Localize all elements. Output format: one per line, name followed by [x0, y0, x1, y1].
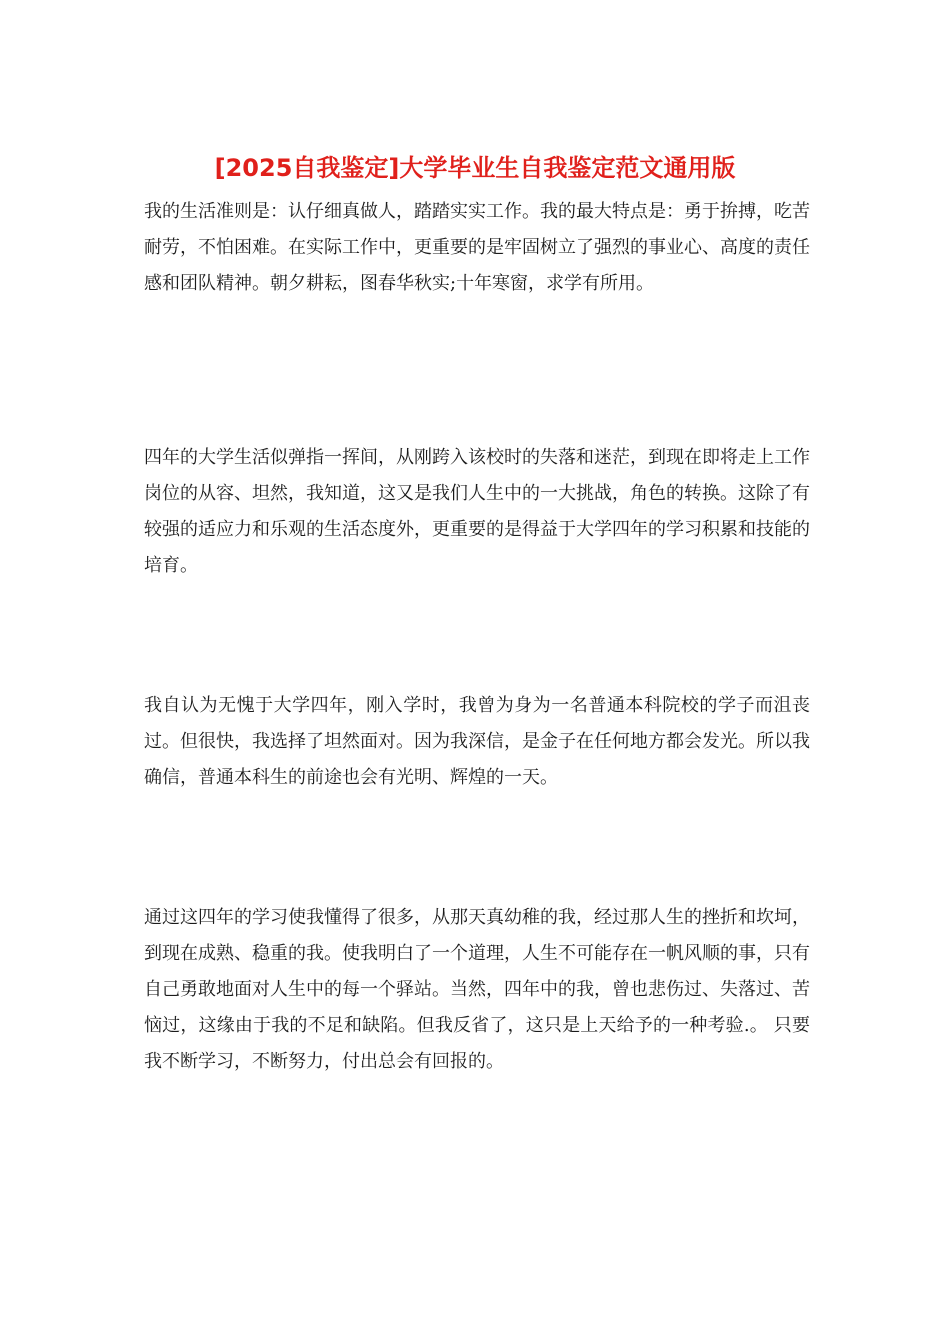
paragraph-life-principles: 我的生活准则是：认仔细真做人，踏踏实实工作。我的最大特点是：勇于拚搏，吃苦耐劳，不怕困难。在实际工作中，更重要的是牢固树立了强烈的事业心、高度的责任感和团队精神。朝夕耕耘，图春华秋实;十年寒窗，求学有所用。: [144, 201, 810, 294]
document-title: [2025自我鉴定]大学毕业生自我鉴定范文通用版: [214, 154, 736, 182]
paragraph-university-life: 四年的大学生活似弹指一挥间，从刚跨入该校时的失落和迷茫，到现在即将走上工作岗位的从容、坦然，我知道，这又是我们人生中的一大挑战，角色的转换。这除了有较强的适应力和乐观的生活态度外，更重要的是得益于大学四年的学习积累和技能的培育。: [144, 447, 810, 576]
paragraph-four-years-growth: 通过这四年的学习使我懂得了很多，从那天真幼稚的我，经过那人生的挫折和坎坷，到现在成熟、稳重的我。使我明白了一个道理，人生不可能存在一帆风顺的事，只有自己勇敢地面对人生中的每一个驿站。当然，四年中的我，曾也悲伤过、失落过、苦恼过，这缘由于我的不足和缺陷。但我反省了，这只是上天给予的一种考验.。 只要我不断学习，不断努力，付出总会有回报的。: [144, 907, 810, 1072]
paragraph-self-confidence: 我自认为无愧于大学四年，刚入学时，我曾为身为一名普通本科院校的学子而沮丧过。但很快，我选择了坦然面对。因为我深信，是金子在任何地方都会发光。所以我确信，普通本科生的前途也会有光明、辉煌的一天。: [144, 695, 810, 788]
